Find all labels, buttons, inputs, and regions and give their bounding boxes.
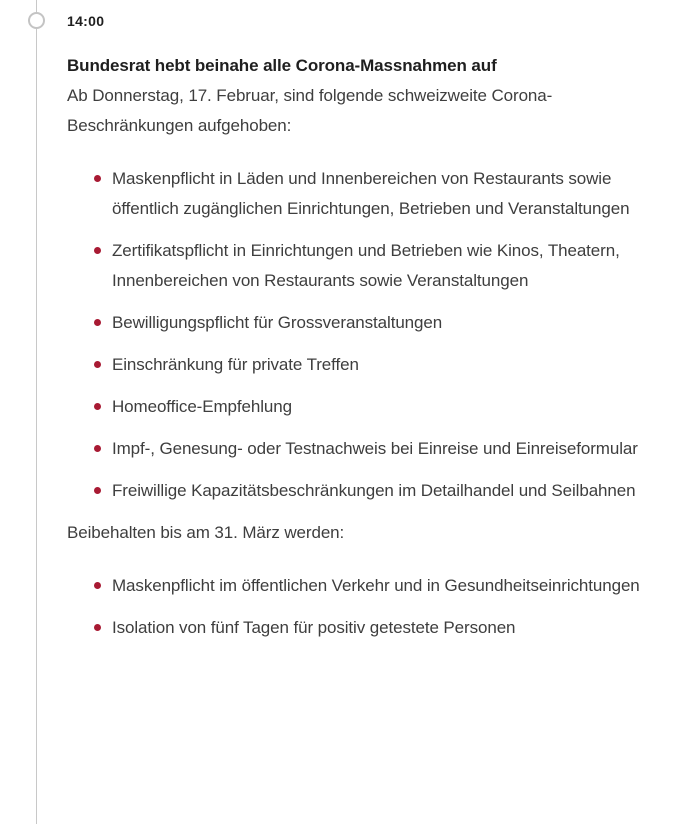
bullet-icon <box>94 175 101 182</box>
entry-intro-paragraph: Ab Donnerstag, 17. Februar, sind folgende schweizweite Corona-Beschränkungen aufgehoben: <box>67 86 553 135</box>
retained-measures-list <box>67 571 647 643</box>
timeline-dot-icon <box>28 12 45 29</box>
list-item <box>67 571 647 601</box>
list-item-text: Zertifikatspflicht in Einrichtungen und Betrieben wie Kinos, Theatern, Innenbereichen von Restaurants sowie Veranstaltungen <box>112 241 620 290</box>
list-item <box>67 236 647 296</box>
list-item-text: Isolation von fünf Tagen für positiv getestete Personen <box>112 618 516 637</box>
list-item-text: Bewilligungspflicht für Grossveranstaltungen <box>112 313 443 332</box>
entry-headline: Bundesrat hebt beinahe alle Corona-Massnahmen auf <box>67 56 497 75</box>
list-item-text: Homeoffice-Empfehlung <box>112 397 292 416</box>
entry-timestamp: 14:00 <box>67 13 105 29</box>
list-item <box>67 308 647 338</box>
bullet-icon <box>94 319 101 326</box>
list-item <box>67 392 647 422</box>
list-item <box>67 434 647 464</box>
list-item <box>67 350 647 380</box>
list-item <box>67 613 647 643</box>
list-item-text: Impf-, Genesung- oder Testnachweis bei Einreise und Einreiseformular <box>112 439 638 458</box>
timeline-line <box>36 0 37 824</box>
bullet-icon <box>94 247 101 254</box>
bullet-icon <box>94 582 101 589</box>
list-item-text: Maskenpflicht im öffentlichen Verkehr und in Gesundheitseinrichtungen <box>112 576 640 595</box>
bullet-icon <box>94 487 101 494</box>
list-item <box>67 164 647 224</box>
list-item <box>67 476 647 506</box>
retained-intro-paragraph: Beibehalten bis am 31. März werden: <box>67 523 345 542</box>
list-item-text: Freiwillige Kapazitätsbeschränkungen im Detailhandel und Seilbahnen <box>112 481 636 500</box>
bullet-icon <box>94 445 101 452</box>
list-item-text: Maskenpflicht in Läden und Innenbereichen von Restaurants sowie öffentlich zugänglichen Einrichtungen, Betrieben und Veranstaltungen <box>112 169 630 218</box>
entry-content <box>67 13 647 655</box>
bullet-icon <box>94 403 101 410</box>
bullet-icon <box>94 624 101 631</box>
list-item-text: Einschränkung für private Treffen <box>112 355 359 374</box>
lifted-measures-list <box>67 164 647 506</box>
bullet-icon <box>94 361 101 368</box>
